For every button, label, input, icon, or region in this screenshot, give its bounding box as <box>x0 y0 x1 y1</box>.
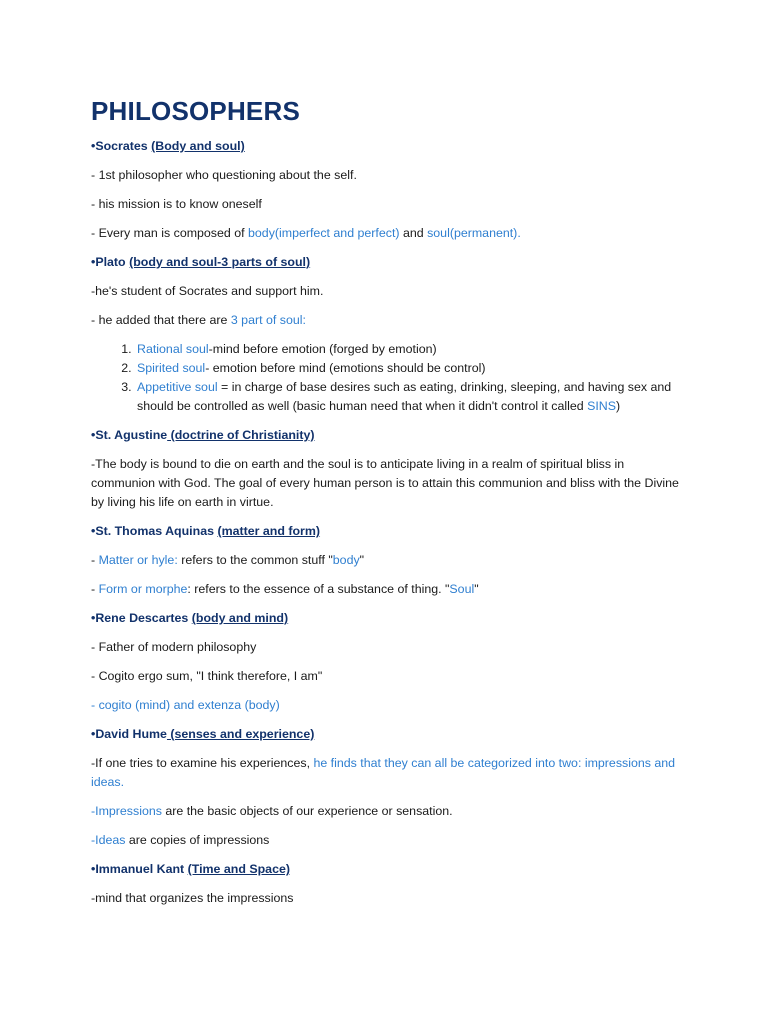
heading-aquinas: •St. Thomas Aquinas (matter and form) <box>91 524 321 538</box>
list-item: 2. Spirited soul- emotion before mind (emotions should be control) <box>135 359 691 378</box>
list-item: 1. Rational soul-mind before emotion (forged by emotion) <box>135 340 691 359</box>
document-body <box>91 96 691 918</box>
list-item: 3. Appetitive soul = in charge of base desires such as eating, drinking, sleeping, and having sex and should be controlled as well (basic human need that when it didn't control it called SINS) <box>135 378 691 416</box>
socrates-line-3: - Every man is composed of body(imperfect and perfect) and soul(permanent). <box>91 226 521 240</box>
hume-line-3: -Ideas are copies of impressions <box>91 833 270 847</box>
descartes-line-2: - Cogito ergo sum, "I think therefore, I am" <box>91 669 323 683</box>
heading-socrates: •Socrates (Body and soul) <box>91 139 245 153</box>
kant-line-1: -mind that organizes the impressions <box>91 891 294 905</box>
heading-hume: •David Hume (senses and experience) <box>91 727 315 741</box>
heading-plato: •Plato (body and soul-3 parts of soul) <box>91 255 311 269</box>
socrates-line-1: - 1st philosopher who questioning about the self. <box>91 168 357 182</box>
agustine-line-1: -The body is bound to die on earth and the soul is to anticipate living in a realm of spiritual bliss in communion with God. The goal of every human person is to attain this communion and bliss with the Divine by living his life on earth in virtue. <box>91 457 679 509</box>
socrates-line-2: - his mission is to know oneself <box>91 197 262 211</box>
aquinas-line-1: - Matter or hyle: refers to the common stuff "body" <box>91 553 365 567</box>
heading-kant: •Immanuel Kant (Time and Space) <box>91 862 290 876</box>
heading-agustine: •St. Agustine (doctrine of Christianity) <box>91 428 315 442</box>
soul-parts-list <box>91 340 691 416</box>
plato-line-1: -he's student of Socrates and support him. <box>91 284 324 298</box>
plato-line-2: - he added that there are 3 part of soul: <box>91 313 306 327</box>
descartes-line-3: - cogito (mind) and extenza (body) <box>91 698 280 712</box>
descartes-line-1: - Father of modern philosophy <box>91 640 257 654</box>
aquinas-line-2: - Form or morphe: refers to the essence of a substance of thing. "Soul" <box>91 582 479 596</box>
hume-line-1: -If one tries to examine his experiences, he finds that they can all be categorized into two: impressions and ideas. <box>91 756 676 789</box>
page-title: PHILOSOPHERS <box>91 96 300 126</box>
hume-line-2: -Impressions are the basic objects of our experience or sensation. <box>91 804 453 818</box>
heading-descartes: •Rene Descartes (body and mind) <box>91 611 289 625</box>
